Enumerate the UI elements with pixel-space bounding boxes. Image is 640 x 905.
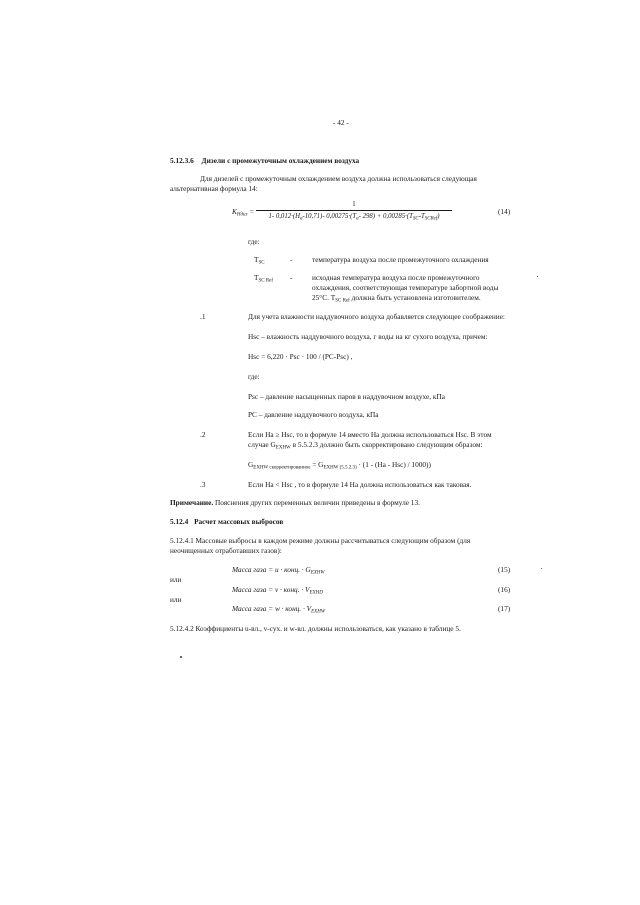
mass-formula-17: Масса газа = w · конц. · $V_{EXHW}$ (232, 604, 325, 615)
def-tscref-text-3: 25°С. $T_{SC Ref}$ должна быть установлена изготовителем. (312, 293, 481, 304)
pc-definition: PC – давление наддувочного воздуха, кПа (248, 410, 379, 419)
def-tsc-text: температура воздуха после промежуточного охлаждения (312, 255, 489, 264)
mass-formula-16-number: (16) (498, 585, 511, 594)
fraction-bar (256, 210, 452, 211)
formula-14-denominator: 1- $0,012\cdot(H_a-10,71)-$ $0,00275\cdot(T_a-$ $298) + 0,00285\cdot(T_{SC}-T_{SCRef})$ (268, 213, 440, 222)
mass-formula-17-number: (17) (498, 604, 511, 613)
formula-14-numerator: 1 (352, 201, 356, 208)
def-tscref-text-2: охлаждения, соответствующая температуре забортной воды (312, 283, 499, 292)
section-2-number: 5.12.4 (170, 517, 189, 526)
section-2-title: Расчет массовых выбросов (194, 517, 284, 526)
item-2-line-2: случае $G_{EXHW}$ в 5.5.2.3 должно быть скорректировано следующим образом: (248, 440, 483, 451)
def-tscref-text-1: исходная температура воздуха после промежуточного (312, 273, 480, 282)
scan-speck (537, 276, 538, 277)
item-1-number: .1 (200, 312, 206, 321)
note-label: Примечание. (170, 498, 214, 507)
formula-14-fraction (256, 200, 452, 224)
note-text: Пояснения других переменных величин приведены в формуле 13. (213, 498, 420, 507)
item-1-text: Для учета влажности наддувочного воздуха добавляется следующее соображение: (248, 312, 505, 321)
item-3-text: Если Ha < Hsc , то в формуле 14 Ha должна использоваться как таковая. (248, 480, 472, 489)
page-number: - 42 - (333, 118, 349, 127)
para-51242: 5.12.4.2 Коэффициенты u-вл., v-сух. и w-вл. должны использоваться, как указано в таблице 5. (170, 624, 461, 633)
intro-line-1: Для дизелей с промежуточным охлаждением воздуха должна использоваться следующая (200, 174, 477, 183)
section-2-heading (170, 517, 283, 526)
def-tscref-dash: - (290, 273, 293, 282)
mass-formula-15-number: (15) (498, 565, 511, 574)
section-heading (170, 156, 359, 165)
where-label: где: (248, 237, 260, 246)
where-label-2: где: (248, 372, 260, 381)
def-tsc-dash: - (290, 255, 293, 264)
section-number: 5.12.3.6 (170, 156, 194, 165)
gexhw-corrected-formula: $G_{EXHW скорректированное} = G_{EXHW (5.5.2.3)} \cdot (1 - (Ha - Hsc) / 1000)$) (248, 460, 431, 471)
para-51241-line-1: 5.12.4.1 Массовые выбросы в каждом режиме должны рассчитываться следующим образом (для (170, 536, 471, 545)
hsc-formula: Hsc = 6,220 · Psc · 100 / (PC-Psc) , (248, 352, 353, 361)
note (170, 498, 420, 507)
formula-14-number: (14) (498, 207, 511, 216)
psc-definition: Psc – давление насыщенных паров в наддувочном воздухе, кПа (248, 392, 445, 401)
item-3-number: .3 (200, 480, 206, 489)
formula-14-lhs: $K_{Hдиз}$ = (232, 207, 255, 218)
or-word-1: или (170, 575, 182, 584)
intro-line-2: альтернативная формула 14: (170, 184, 258, 193)
hsc-definition: Hsc – влажность наддувочного воздуха, г воды на кг сухого воздуха, причем: (248, 332, 488, 341)
item-2-number: .2 (200, 430, 206, 439)
def-tsc-symbol: $T_{SC}$ (254, 255, 265, 266)
mass-formula-15: Масса газа = u · конц. · $G_{EXHW}$ (232, 565, 325, 576)
item-2-line-1: Если Ha ≥ Hsc, то в формуле 14 вместо Ha должна использоваться Hsc. В этом (248, 430, 492, 439)
para-51241-line-2: неочищенных отработавших газов): (170, 546, 282, 555)
scan-speck (541, 568, 542, 569)
mass-formula-16: Масса газа = v · конц. · $V_{EXHD}$ (232, 585, 323, 596)
or-word-2: или (170, 595, 182, 604)
def-tscref-symbol: $T_{SC Ref}$ (254, 273, 274, 284)
scan-speck (180, 656, 182, 658)
section-title: Дизели с промежуточным охлаждением воздуха (201, 156, 360, 165)
